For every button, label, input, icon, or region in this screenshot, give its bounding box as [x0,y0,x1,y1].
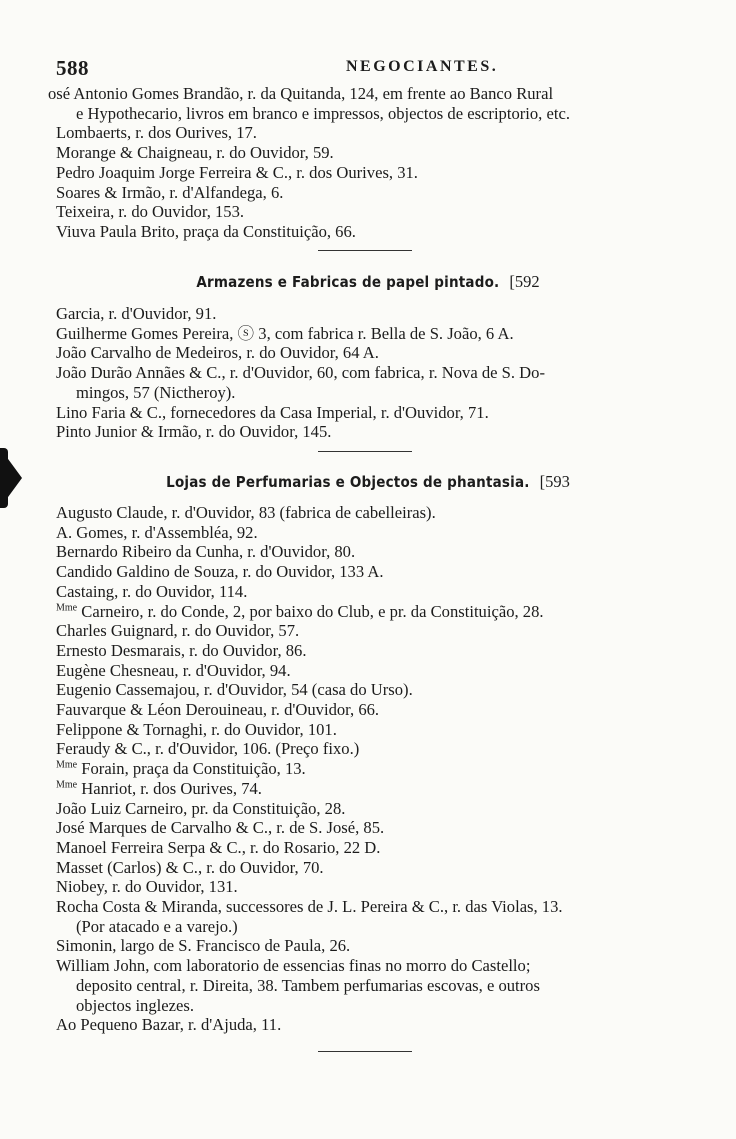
list-item: Teixeira, r. do Ouvidor, 153. [56,202,245,222]
list-item: Pedro Joaquim Jorge Ferreira & C., r. dos Ourives, 31. [56,162,418,182]
list-item: Guilherme Gomes Pereira, ⓢ 3, com fabrica r. Bella de S. João, 6 A. [56,323,514,343]
list-item: Garcia, r. d'Ouvidor, 91. [56,304,217,323]
honorific: Mme [56,601,78,613]
section-heading-592 [56,272,680,292]
section-divider [318,250,412,251]
section-divider [318,1051,412,1052]
list-item: Viuva Paula Brito, praça da Constituição, 66. [56,221,356,241]
section-number: [593 [539,472,570,491]
binding-blot [0,448,22,508]
list-item: Eugenio Cassemajou, r. d'Ouvidor, 54 (casa do Urso). [56,680,413,700]
list-item [56,759,680,779]
list-item: Lombaerts, r. dos Ourives, 17. [56,123,257,143]
section-heading-593 [56,472,680,492]
list-item: Manoel Ferreira Serpa & C., r. do Rosario, 22 D. [56,837,381,857]
section-593-list [56,503,680,1035]
list-item: Eugène Chesneau, r. d'Ouvidor, 94. [56,660,291,680]
list-item: Castaing, r. do Ouvidor, 114. [56,581,248,601]
list-item: Fauvarque & Léon Derouineau, r. d'Ouvidor, 66. [56,700,380,720]
list-item [56,602,680,622]
list-item: Ernesto Desmarais, r. do Ouvidor, 86. [56,640,307,660]
page-header [56,56,676,80]
list-item: Feraudy & C., r. d'Ouvidor, 106. (Preço fixo.) [56,739,360,759]
list-item: João Durão Annães & C., r. d'Ouvidor, 60, com fabrica, r. Nova de S. Do- [56,363,545,383]
list-item: Pinto Junior & Irmão, r. do Ouvidor, 145. [56,422,332,442]
list-item: Lino Faria & C., fornecedores da Casa Imperial, r. d'Ouvidor, 71. [56,402,489,422]
list-item-continuation: (Por atacado e a varejo.) [76,916,238,936]
list-item [56,779,680,799]
list-item: Felippone & Tornaghi, r. do Ouvidor, 101. [56,719,337,739]
list-item: João Luiz Carneiro, pr. da Constituição, 28. [56,798,346,818]
list-item: Masset (Carlos) & C., r. do Ouvidor, 70. [56,857,324,877]
list-item: William John, com laboratorio de essencias finas no morro do Castello; [56,956,531,976]
section-divider [318,451,412,452]
list-item: Niobey, r. do Ouvidor, 131. [56,877,238,897]
list-item: Charles Guignard, r. do Ouvidor, 57. [56,621,300,641]
continuation-list [48,84,680,242]
list-item: A. Gomes, r. d'Assembléa, 92. [56,522,258,542]
list-item-continuation: mingos, 57 (Nictheroy). [76,382,236,402]
list-item: Rocha Costa & Miranda, successores de J. L. Pereira & C., r. das Violas, 13. [56,897,563,917]
list-item: Bernardo Ribeiro da Cunha, r. d'Ouvidor, 80. [56,542,356,562]
list-item: Soares & Irmão, r. d'Alfandega, 6. [56,182,284,202]
list-item: Candido Galdino de Souza, r. do Ouvidor, 133 A. [56,562,384,582]
list-item-text: Hanriot, r. dos Ourives, 74. [81,778,262,798]
section-title: Armazens e Fabricas de papel pintado. [196,273,500,291]
honorific: Mme [56,759,78,771]
running-title: NEGOCIANTES. [346,58,499,75]
page-number: 588 [56,56,89,80]
list-item: Simonin, largo de S. Francisco de Paula, 26. [56,936,351,956]
list-item: João Carvalho de Medeiros, r. do Ouvidor, 64 A. [56,343,379,363]
section-title: Lojas de Perfumarias e Objectos de phantasia. [166,473,530,491]
section-number: [592 [509,272,540,291]
section-592-list [56,304,680,442]
list-item: José Marques de Carvalho & C., r. de S. José, 85. [56,818,385,838]
list-item-continuation: e Hypothecario, livros em branco e impressos, objectos de escriptorio, etc. [76,103,570,123]
list-item: Morange & Chaigneau, r. do Ouvidor, 59. [56,143,334,163]
list-item-continuation: deposito central, r. Direita, 38. Tambem perfumarias escovas, e outros [76,975,540,995]
list-item-text: Carneiro, r. do Conde, 2, por baixo do Club, e pr. da Constituição, 28. [81,601,544,621]
list-item-text: Forain, praça da Constituição, 13. [81,759,306,779]
list-item: Ao Pequeno Bazar, r. d'Ajuda, 11. [56,1015,282,1035]
honorific: Mme [56,779,78,791]
list-item-continuation: objectos inglezes. [76,995,194,1015]
list-item: Augusto Claude, r. d'Ouvidor, 83 (fabrica de cabelleiras). [56,503,436,522]
list-item: osé Antonio Gomes Brandão, r. da Quitanda, 124, em frente ao Banco Rural [48,84,554,103]
